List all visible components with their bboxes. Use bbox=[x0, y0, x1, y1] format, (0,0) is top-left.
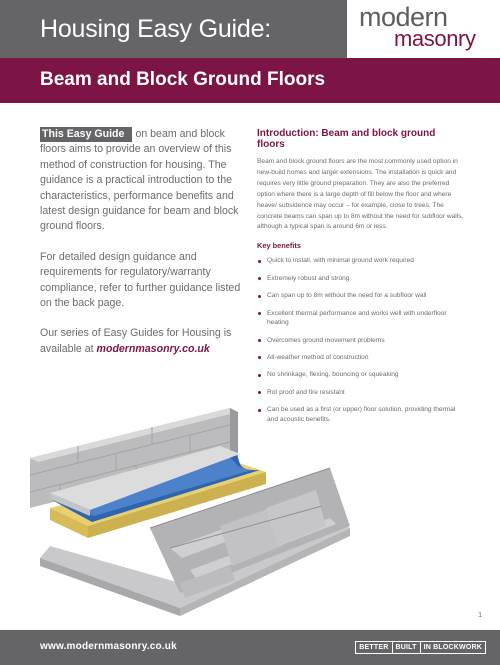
list-item bbox=[257, 274, 465, 284]
series-paragraph bbox=[40, 326, 242, 357]
list-item bbox=[257, 256, 465, 266]
bullet-icon bbox=[258, 356, 261, 359]
logo-word-modern: modern bbox=[359, 2, 448, 32]
bullet-icon bbox=[258, 391, 261, 394]
benefit-text: No shrinkage, flexing, bouncing or squeaking bbox=[267, 371, 399, 379]
right-column bbox=[257, 128, 465, 432]
modern-masonry-logo[interactable] bbox=[347, 0, 500, 58]
bullet-icon bbox=[258, 374, 261, 377]
badge-word: BETTER bbox=[359, 644, 389, 651]
benefit-text: All-weather method of construction bbox=[267, 354, 369, 362]
left-column bbox=[40, 127, 242, 372]
bullet-icon bbox=[258, 260, 261, 263]
page-title: Beam and Block Ground Floors bbox=[40, 69, 326, 90]
list-item bbox=[257, 370, 465, 380]
footer-bar bbox=[0, 630, 500, 665]
header-bar bbox=[0, 0, 500, 58]
key-benefits-heading: Key benefits bbox=[257, 241, 301, 251]
benefit-text: Can be used as a first (or upper) floor solution, providing thermal and acoustic benefits. bbox=[267, 406, 456, 424]
page-number: 1 bbox=[478, 612, 482, 619]
guide-title: Housing Easy Guide: bbox=[40, 15, 272, 43]
footer-website-link[interactable]: www.modernmasonry.co.uk bbox=[40, 641, 177, 652]
list-item bbox=[257, 309, 465, 329]
badge-word: BUILT bbox=[392, 642, 420, 653]
lead-label: This Easy Guide bbox=[40, 127, 132, 142]
list-item bbox=[257, 388, 465, 398]
guidance-paragraph: For detailed design guidance and requirements for regulatory/warranty compliance, refer to further guidance listed on the back page. bbox=[40, 250, 241, 310]
website-link[interactable]: modernmasonry.co.uk bbox=[96, 342, 210, 355]
title-bar bbox=[0, 58, 500, 103]
logo-word-masonry: masonry bbox=[394, 26, 476, 51]
beam-and-block-floor-illustration bbox=[30, 398, 360, 616]
series-text: Our series of Easy Guides for Housing is available at bbox=[40, 327, 232, 355]
benefit-text: Quick to install, with minimal ground work required bbox=[267, 257, 414, 265]
list-item bbox=[257, 291, 465, 301]
list-item bbox=[257, 353, 465, 363]
benefit-text: Excellent thermal performance and works well with underfloor heating bbox=[267, 309, 447, 327]
benefit-text: Extremely robust and strong bbox=[267, 274, 350, 282]
benefit-text: Can span up to 8m without the need for a subfloor wall bbox=[267, 292, 427, 300]
introduction-text: Beam and block ground floors are the most commonly used option in new-build homes and larger extensions. The installation is quick and requires very little ground preparation. They are also the preferred option where there is a large depth of fill below the floor and where heave/ subsidence may occur – for example, close to trees. The concrete beams can span up to 8m without the need for subfloor walls, although a typical span is around 6m or less. bbox=[257, 158, 464, 231]
introduction-heading: Introduction: Beam and block ground floors bbox=[257, 128, 436, 150]
bullet-icon bbox=[258, 312, 261, 315]
bullet-icon bbox=[258, 277, 261, 280]
list-item bbox=[257, 336, 465, 346]
benefit-text: Overcomes ground movement problems bbox=[267, 336, 385, 344]
intro-paragraph-text: on beam and block floors aims to provide an overview of this method of construction for housing. The guidance is a practical introduction to the characteristics, performance benefits and latest design guidance for beam and block ground floors. bbox=[40, 128, 239, 233]
bullet-icon bbox=[258, 295, 261, 298]
better-built-in-blockwork-badge bbox=[355, 641, 486, 654]
bullet-icon bbox=[258, 339, 261, 342]
intro-paragraph bbox=[40, 127, 242, 235]
benefit-text: Rot proof and fire resistant bbox=[267, 388, 345, 396]
badge-word: IN BLOCKWORK bbox=[420, 642, 485, 653]
